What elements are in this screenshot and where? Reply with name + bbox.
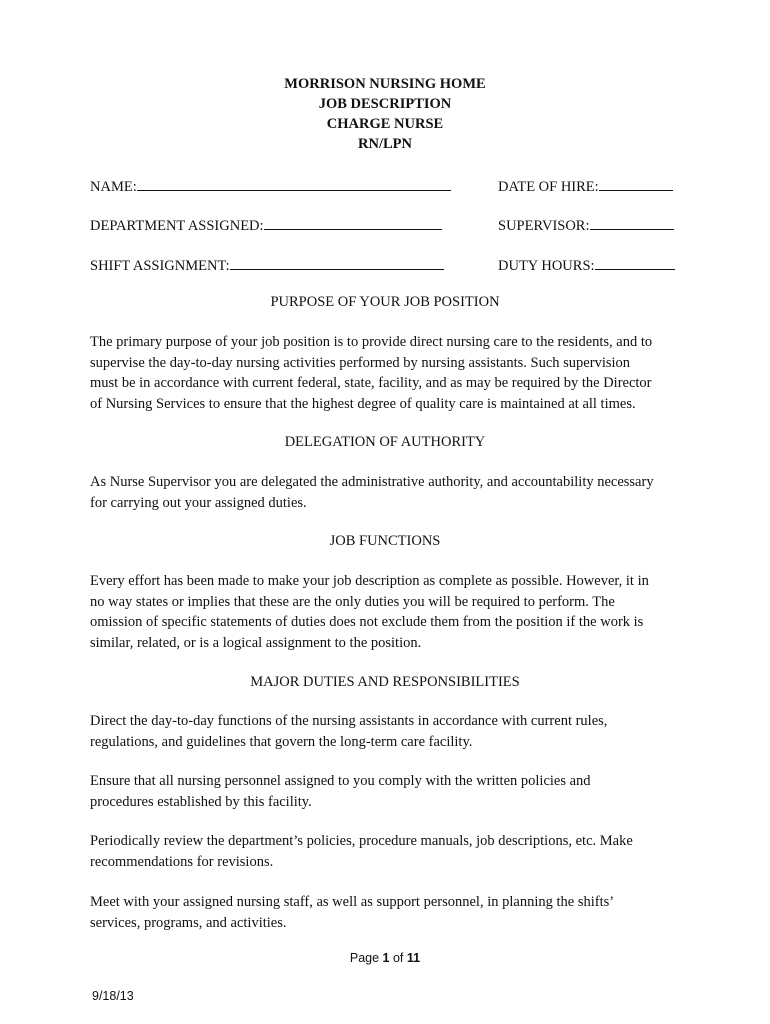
name-label: NAME: <box>90 179 137 195</box>
paragraph-line: regulations, and guidelines that govern the long-term care facility. <box>90 733 473 750</box>
functions-heading: JOB FUNCTIONS <box>329 533 441 549</box>
paragraph-line: Meet with your assigned nursing staff, as well as support personnel, in planning the shifts’ <box>90 894 615 910</box>
duty-item <box>90 711 690 752</box>
shift-label: SHIFT ASSIGNMENT: <box>90 258 230 274</box>
duty-item <box>90 831 690 872</box>
delegation-heading: DELEGATION OF AUTHORITY <box>284 434 486 450</box>
purpose-paragraph <box>90 332 690 414</box>
paragraph-line: omission of specific statements of duties does not exclude them from the position if the work is <box>90 614 644 630</box>
name-field <box>90 175 451 197</box>
paragraph-line: for carrying out your assigned duties. <box>90 494 307 511</box>
paragraph-line: services, programs, and activities. <box>90 914 287 931</box>
paragraph-line: must be in accordance with current federal, state, facility, and as may be required by the Director <box>90 375 652 391</box>
page-word: Page <box>349 951 380 965</box>
duties-heading: MAJOR DUTIES AND RESPONSIBILITIES <box>250 674 520 690</box>
supervisor-blank[interactable] <box>590 214 674 230</box>
department-blank[interactable] <box>264 214 442 230</box>
functions-paragraph <box>90 571 690 653</box>
duty-item <box>90 892 690 933</box>
paragraph-line: Direct the day-to-day functions of the nursing assistants in accordance with current rules, <box>90 713 608 729</box>
paragraph-line: The primary purpose of your job position is to provide direct nursing care to the residents, and to <box>90 334 653 350</box>
duty-item <box>90 771 690 812</box>
org-title: MORRISON NURSING HOME <box>284 76 486 92</box>
purpose-heading: PURPOSE OF YOUR JOB POSITION <box>270 294 500 310</box>
paragraph-line: recommendations for revisions. <box>90 853 274 870</box>
paragraph-line: procedures established by this facility. <box>90 793 312 810</box>
date-of-hire-field <box>498 175 673 197</box>
duty-hours-field <box>498 254 675 276</box>
position-title: CHARGE NURSE <box>326 116 444 132</box>
paragraph-line: similar, related, or is a logical assignment to the position. <box>90 634 422 651</box>
department-label: DEPARTMENT ASSIGNED: <box>90 218 264 234</box>
supervisor-label: SUPERVISOR: <box>498 218 590 234</box>
duty-hours-blank[interactable] <box>595 254 675 270</box>
delegation-paragraph <box>90 472 690 513</box>
department-field <box>90 214 442 236</box>
revision-date: 9/18/13 <box>92 989 134 1003</box>
paragraph-line: no way states or implies that these are the only duties you will be required to perform. The <box>90 593 615 610</box>
date-of-hire-label: DATE OF HIRE: <box>498 179 599 195</box>
supervisor-field <box>498 214 674 236</box>
name-blank[interactable] <box>137 175 451 191</box>
page-current: 1 <box>382 951 390 965</box>
shift-blank[interactable] <box>230 254 444 270</box>
credential-title: RN/LPN <box>358 136 412 152</box>
paragraph-line: supervise the day-to-day nursing activities performed by nursing assistants. Such supervision <box>90 354 631 371</box>
page-of: of <box>392 951 404 965</box>
shift-field <box>90 254 444 276</box>
doc-type-title: JOB DESCRIPTION <box>318 96 452 112</box>
page-number <box>0 950 770 966</box>
paragraph-line: Periodically review the department’s policies, procedure manuals, job descriptions, etc. Make <box>90 833 633 849</box>
paragraph-line: Ensure that all nursing personnel assigned to you comply with the written policies and <box>90 773 591 789</box>
paragraph-line: of Nursing Services to ensure that the highest degree of quality care is maintained at all times. <box>90 395 636 412</box>
paragraph-line: Every effort has been made to make your job description as complete as possible. However, it in <box>90 573 649 589</box>
page-total: 11 <box>406 951 421 965</box>
duty-hours-label: DUTY HOURS: <box>498 258 595 274</box>
date-of-hire-blank[interactable] <box>599 175 673 191</box>
paragraph-line: As Nurse Supervisor you are delegated the administrative authority, and accountability necessary <box>90 474 654 490</box>
